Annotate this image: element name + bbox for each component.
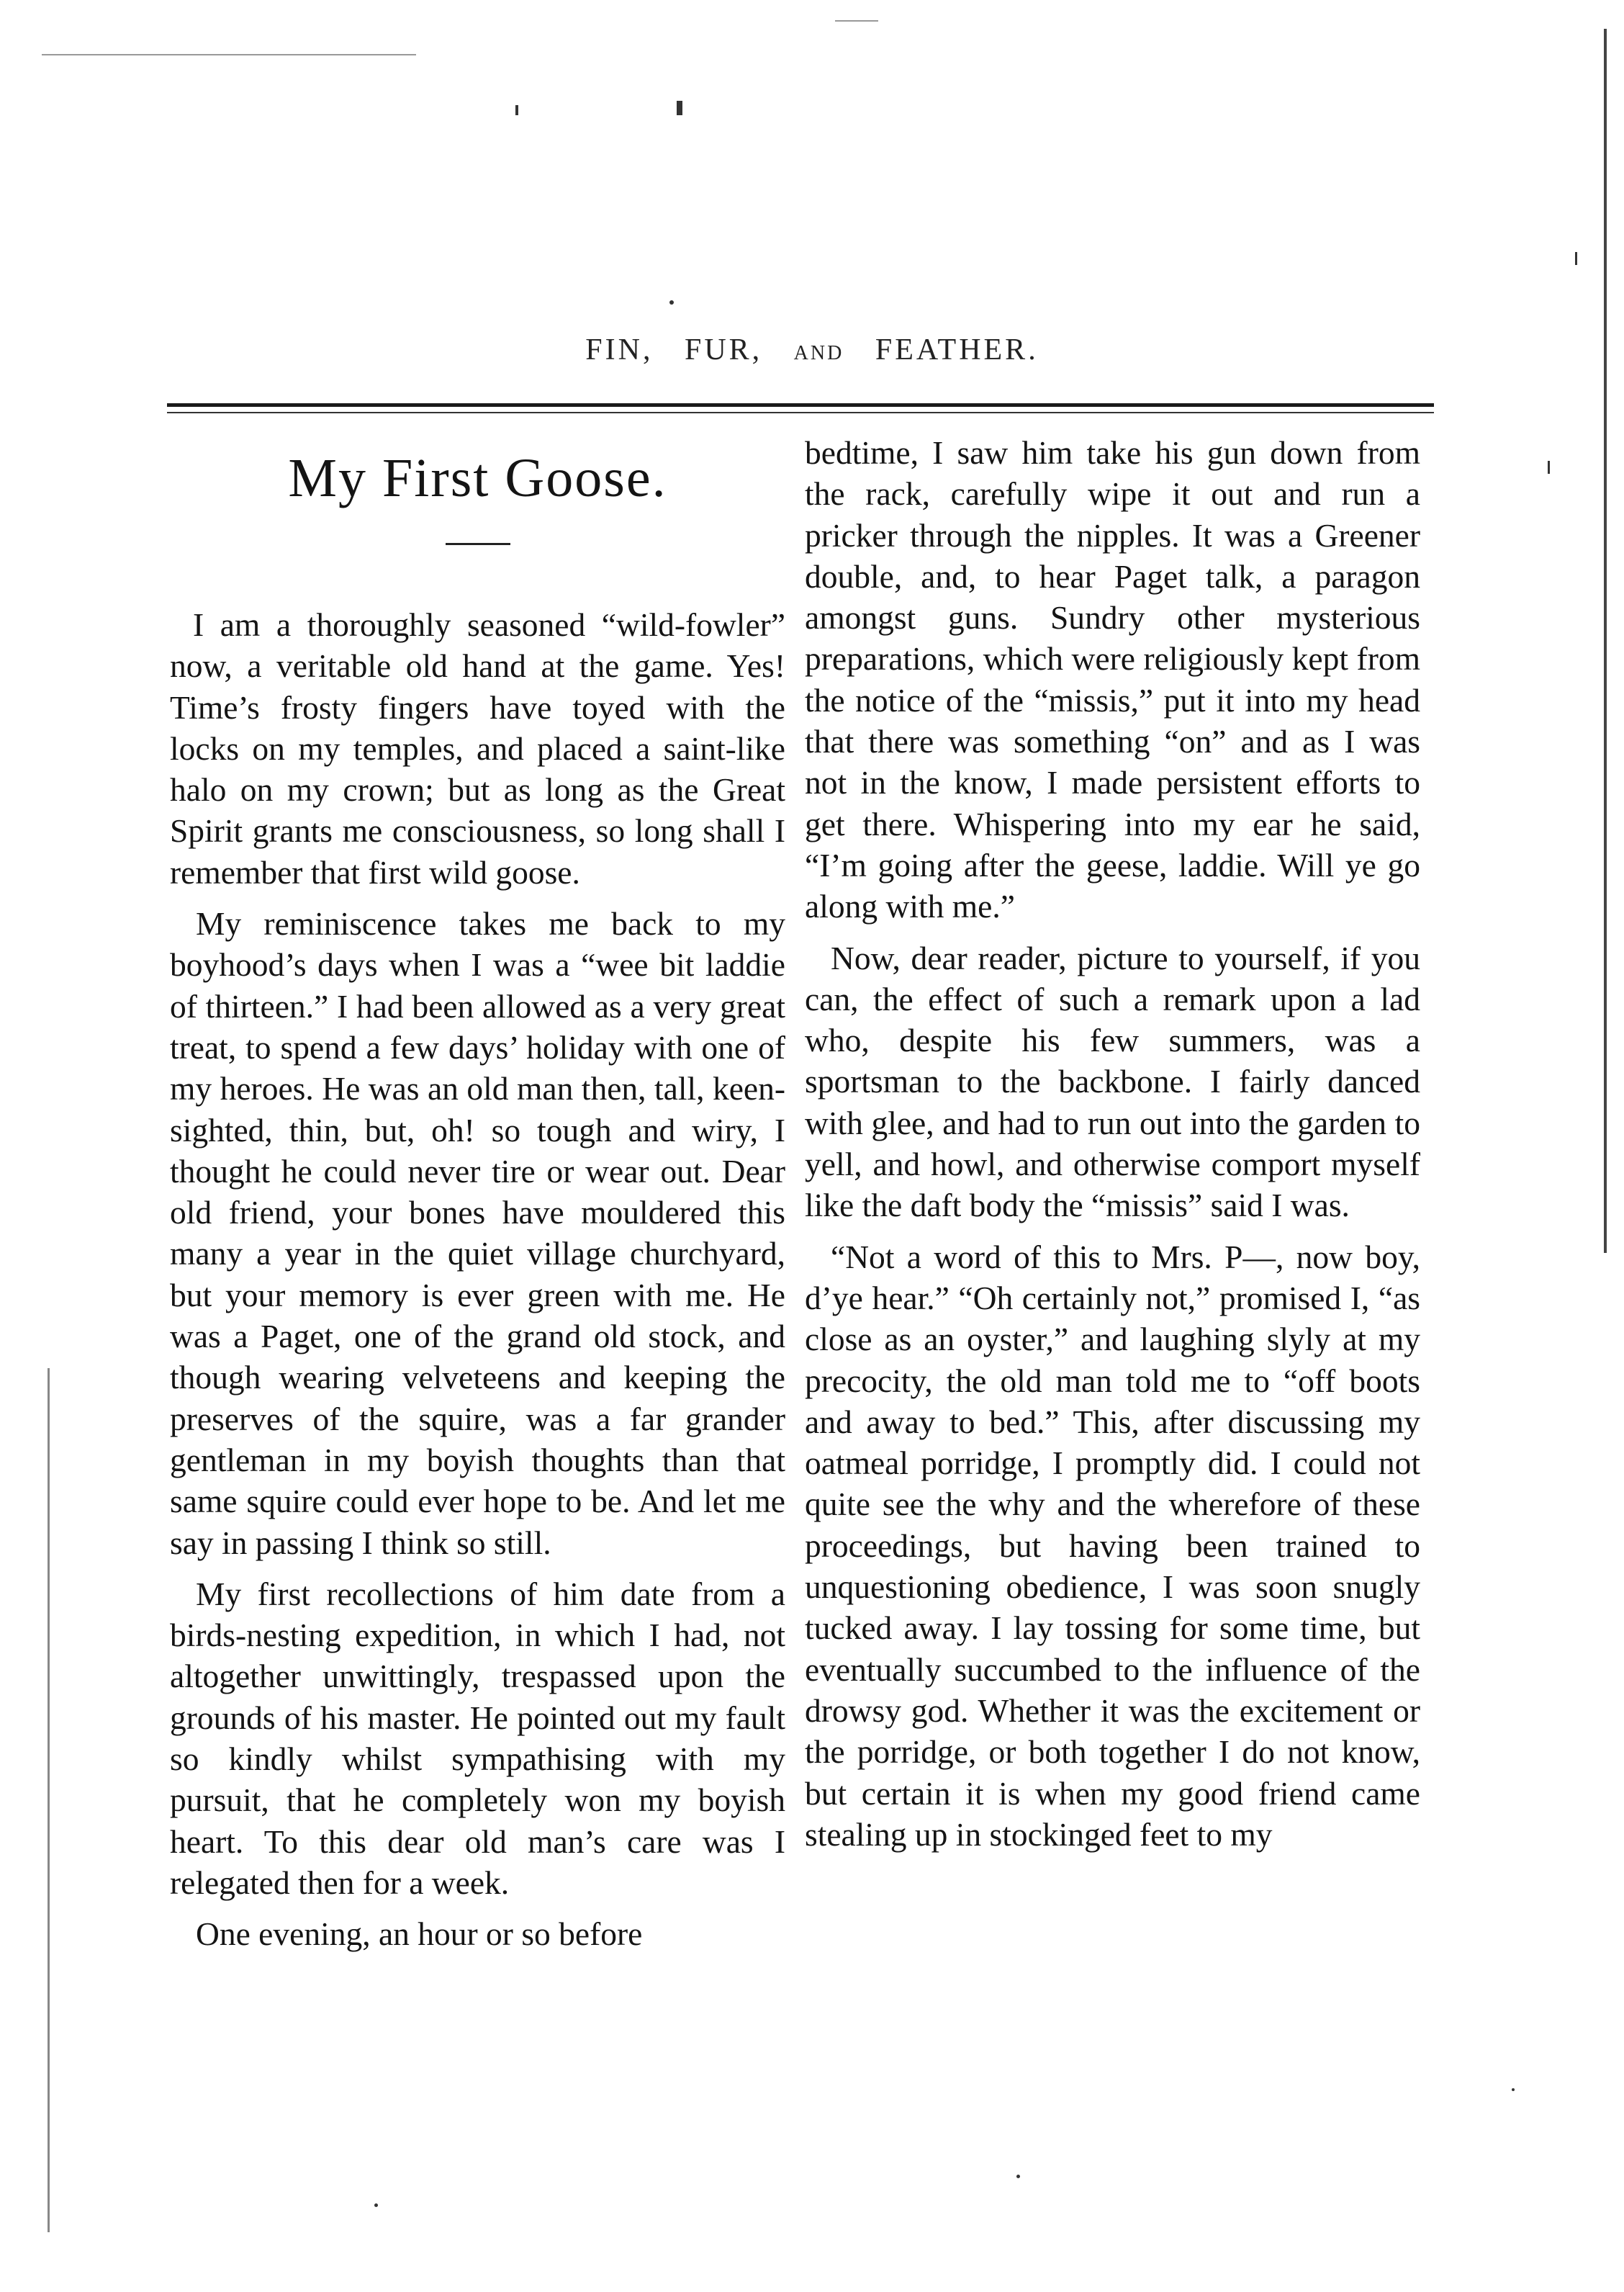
- running-head-word: FEATHER.: [875, 333, 1039, 367]
- scan-speck: [1512, 2088, 1515, 2091]
- right-column: [805, 432, 1420, 2261]
- paragraph: My reminiscence takes me back to my boyhood’s days when I was a “wee bit laddie of thirteen.” I had been allowed as a very great treat, to spend a few days’ holiday with one of my heroes. He was an old man then, tall, keen-sighted, thin, but, oh! so tough and wiry, I thought he could never tire or wear out. Dear old friend, your bones have mouldered this many a year in the quiet village churchyard, but your memory is ever green with me. He was a Paget, one of the grand old stock, and though wearing velveteens and keeping the preserves of the squire, was a far grander gentleman in my boyish thoughts than that same squire could ever hope to be. And let me say in passing I think so still.: [170, 905, 785, 1561]
- running-head-word: AND: [793, 342, 844, 364]
- running-head-word: FUR,: [684, 333, 763, 367]
- scan-edge-line: [1604, 29, 1607, 1253]
- scan-speck: [1575, 252, 1577, 265]
- running-head: [0, 333, 1624, 367]
- paragraph: bedtime, I saw him take his gun down from the rack, carefully wipe it out and run a pricker through the nipples. It was a Greener double, and, to hear Paget talk, a paragon amongst guns. Sundry other mysterious preparations, which were religiously kept from the notice of the “missis,” put it into my head that there was something “on” and as I was not in the know, I made persistent efforts to get there. Whispering into my ear he said, “I’m going after the geese, laddie. Will ye go along with me.”: [805, 434, 1420, 925]
- header-rule-thin: [167, 412, 1434, 413]
- header-rule-thick: [167, 403, 1434, 407]
- running-head-word: FIN,: [585, 333, 654, 367]
- paragraph: One evening, an hour or so before: [196, 1915, 643, 1953]
- scan-speck: [680, 101, 682, 115]
- scan-speck: [835, 20, 878, 22]
- scan-edge-line: [48, 1368, 50, 2232]
- scan-speck: [1548, 461, 1550, 474]
- scan-speck: [669, 300, 674, 305]
- title-rule: [446, 543, 510, 545]
- paragraph: My first recollections of him date from a birds-nesting expedition, in which I had, not altogether unwittingly, trespassed upon the grounds of his master. He pointed out my fault so kindly whilst sympathising with my pursuit, that he completely won my boyish heart. To this dear old man’s care was I relegated then for a week.: [170, 1575, 785, 1901]
- paragraph: I am a thoroughly seasoned “wild-fowler” now, a veritable old hand at the game. Yes! Time’s frosty fingers have toyed with the locks on my temples, and placed a saint-like halo on my crown; but as long as the Great Spirit grants me consciousness, so long shall I remember that first wild goose.: [170, 606, 785, 891]
- paragraph: “Not a word of this to Mrs. P—, now boy, d’ye hear.” “Oh certainly not,” promised I, “as close as an oyster,” and laughing slyly at my precocity, the old man told me to “off boots and away to bed.” This, after discussing my oatmeal porridge, I promptly did. I could not quite see the why and the wherefore of these proceedings, but having been trained to unquestioning obedience, I was soon snugly tucked away. I lay tossing for some time, but eventually succumbed to the influence of the drowsy god. Whether it was the excitement or the porridge, or both together I do not know, but certain it is when my good friend came stealing up in stockinged feet to my: [805, 1238, 1420, 1853]
- article-title: My First Goose.: [288, 448, 667, 508]
- scan-speck: [42, 54, 416, 55]
- scan-speck: [515, 105, 518, 115]
- left-column: [170, 432, 785, 2261]
- paragraph: Now, dear reader, picture to yourself, if you can, the effect of such a remark upon a lad who, despite his few summers, was a sportsman to the backbone. I fairly danced with glee, and had to run out into the garden to yell, and howl, and otherwise comport myself like the daft body the “missis” said I was.: [805, 939, 1420, 1224]
